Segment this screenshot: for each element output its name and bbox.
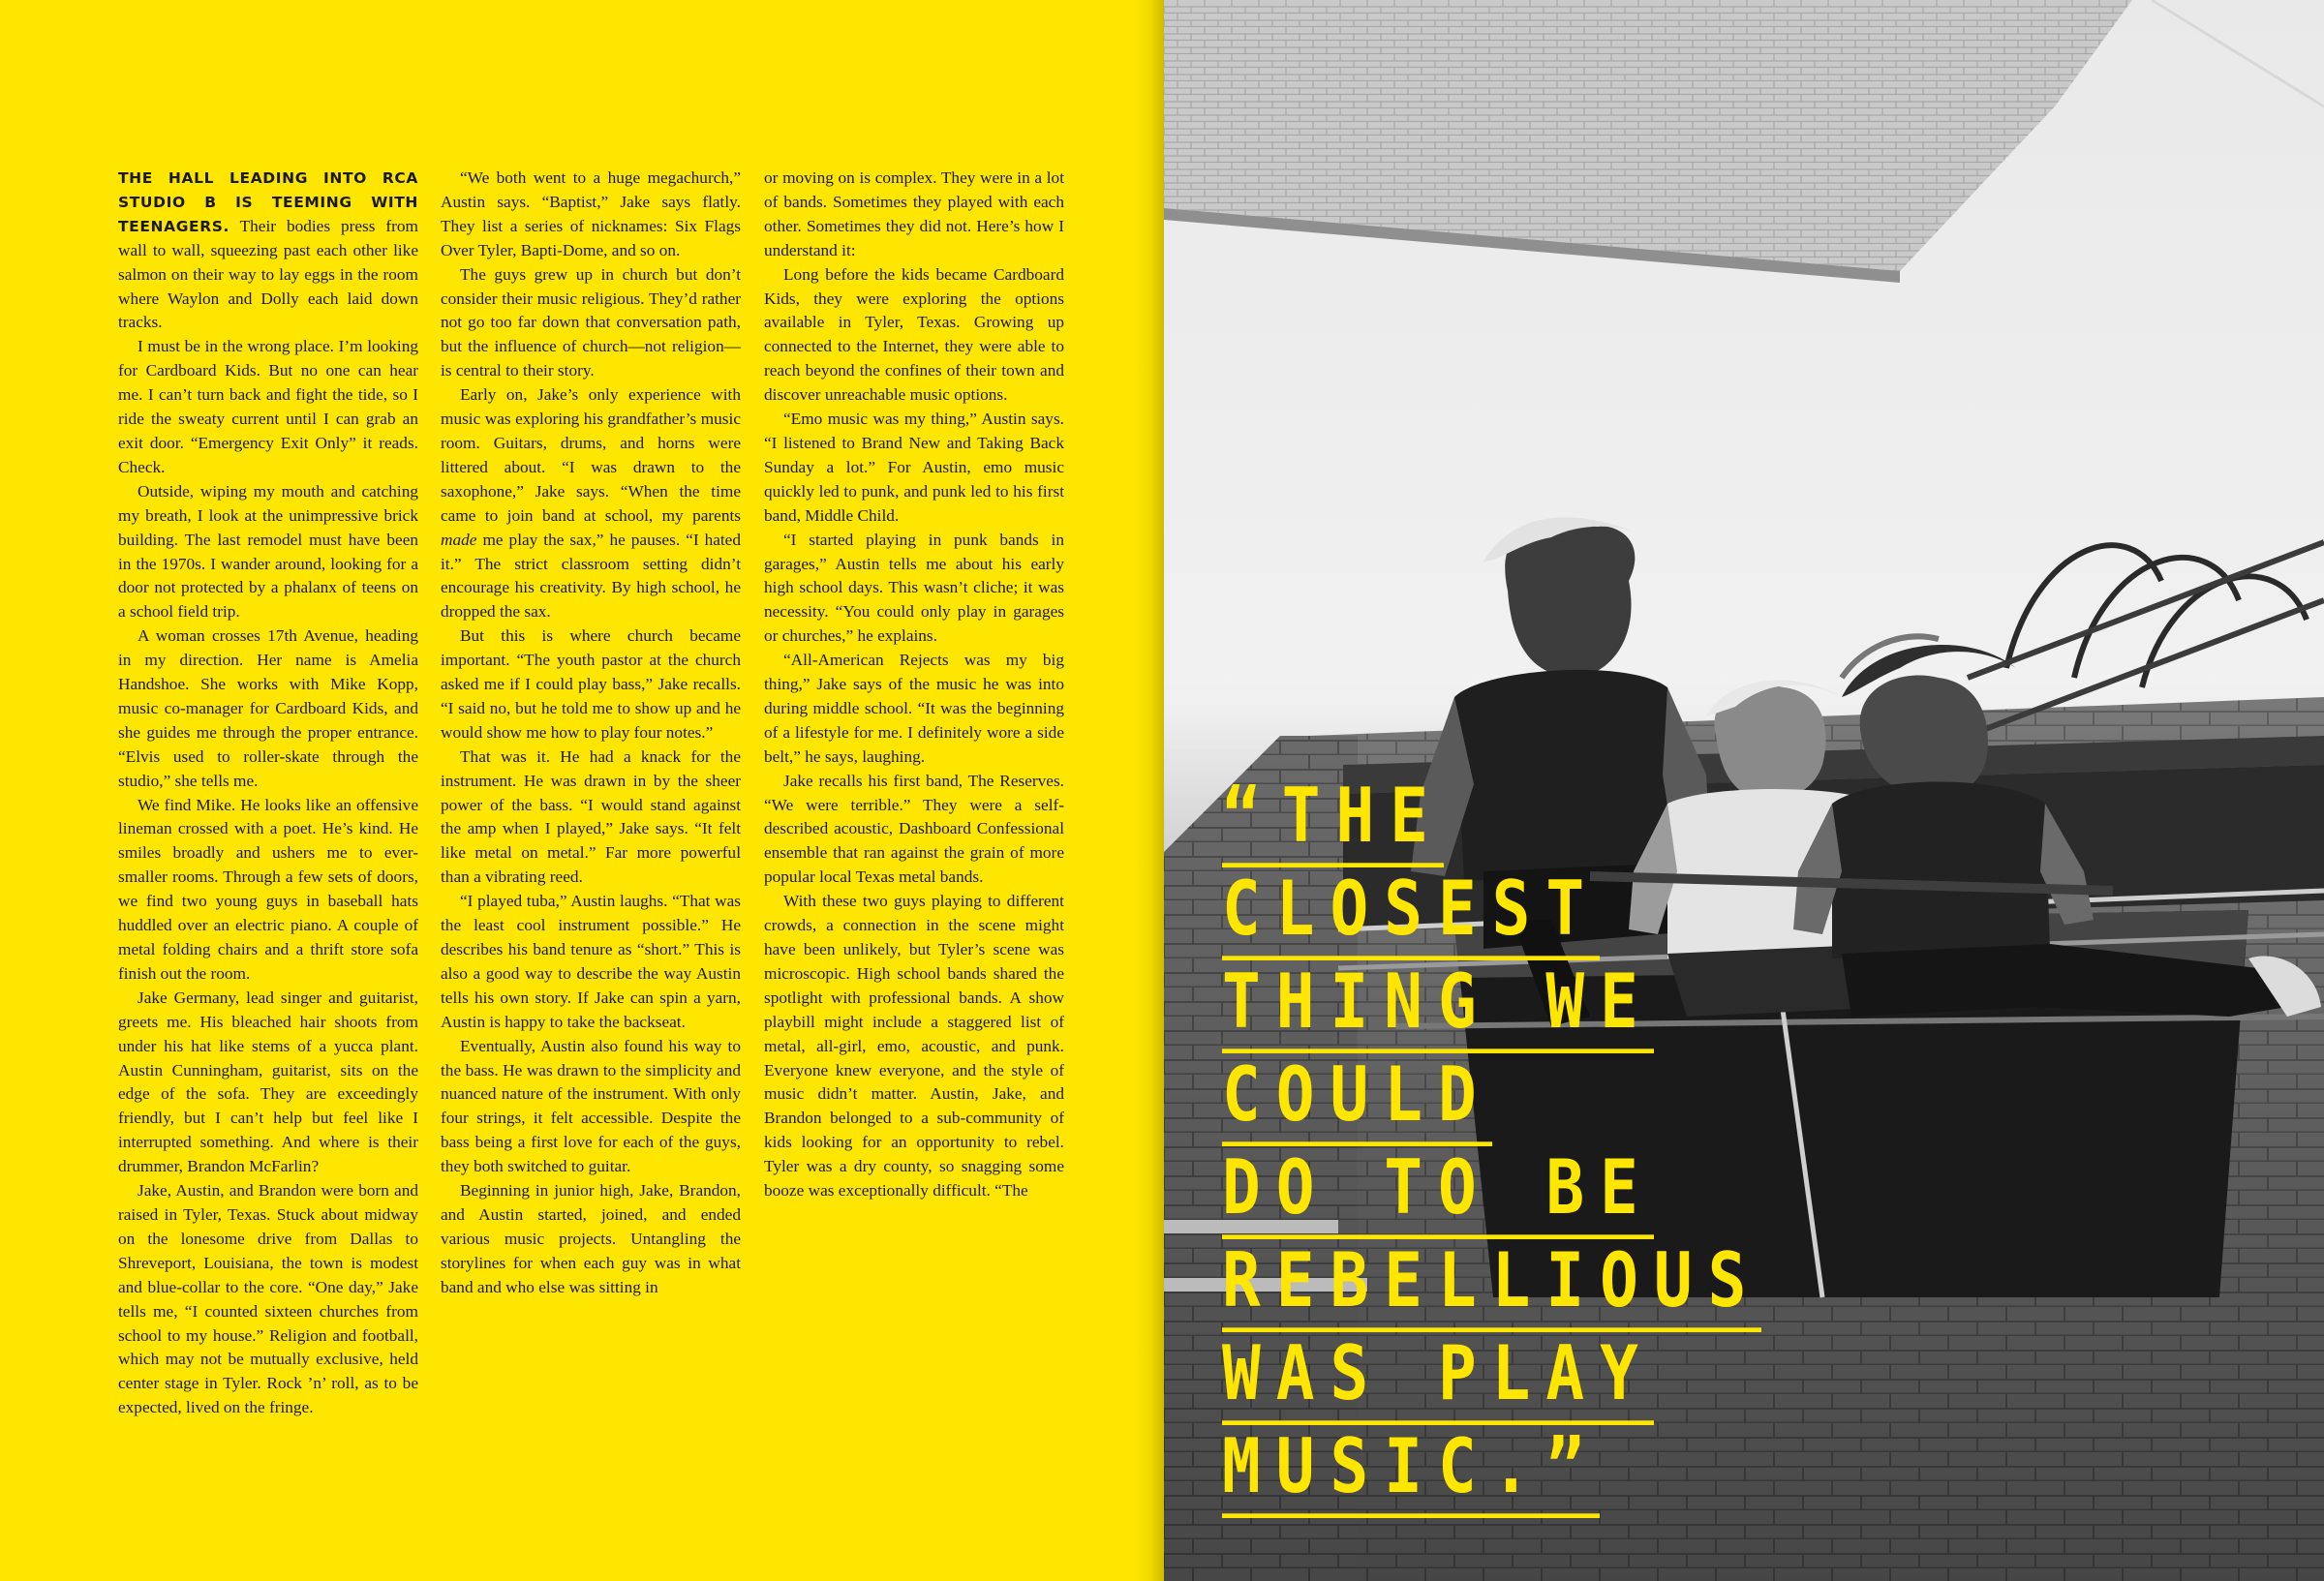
paragraph: THE HALL LEADING INTO RCA STUDIO B IS TEEMING WITH TEENAGERS. Their bodies press from wall to wall, squeezing past each other like salmon on their way to lay eggs in the room where Waylon and Dolly each laid down tracks.	[118, 169, 418, 332]
paragraph: The guys grew up in church but don’t consider their music religious. They’d rather not go too far down that conversation path, but the influence of church—not religion—is central to their story.	[441, 264, 741, 380]
page-spine-shadow	[1133, 0, 1164, 1581]
paragraph: But this is where church became important. “The youth pastor at the church asked me if I could play bass,” Jake recalls. “I said no, but he told me to show up and he would show me how to play four notes.”	[441, 626, 741, 742]
paragraph: Beginning in junior high, Jake, Brandon, and Austin started, joined, and ended various music projects. Untangling the storylines for when each guy was in what band and who else was sitting in	[441, 1181, 741, 1296]
pull-quote-line-7: WAS PLAY	[1222, 1327, 1654, 1425]
paragraph: “I played tuba,” Austin laughs. “That was the least cool instrument possible.” He describes his band tenure as “short.” This is also a good way to describe the way Austin tells his own story. If Jake can spin a yarn, Austin is happy to take the backseat.	[441, 892, 741, 1031]
paragraph: “We both went to a huge megachurch,” Austin says. “Baptist,” Jake says flatly. They list a series of nicknames: Six Flags Over Tyler, Bapti-Dome, and so on.	[441, 168, 741, 259]
pull-quote-line-3: THING WE	[1222, 956, 1654, 1053]
paragraph: With these two guys playing to different crowds, a connection in the scene might have been unlikely, but Tyler’s scene was microscopic. High school bands shared the spotlight with professional bands. A show playbill might include a staggered list of metal, all-girl, emo, acoustic, and punk. Everyone knew everyone, and the style of music didn’t matter. Austin, Jake, and Brandon belonged to a sub-community of kids looking for an opportunity to rebel. Tyler was a dry county, so snagging some booze was exceptionally difficult. “The	[764, 892, 1064, 1201]
paragraph: Jake, Austin, and Brandon were born and raised in Tyler, Texas. Stuck about midway on the lonesome drive from Dallas to Shreveport, Louisiana, the town is modest and blue-collar to the core. “One day,” Jake tells me, “I counted sixteen churches from school to my house.” Religion and football, which may not be mutually exclusive, held center stage in Tyler. Rock ’n’ roll, as to be expected, lived on the fringe.	[118, 1181, 418, 1417]
emphasis: made	[441, 530, 477, 549]
paragraph: Jake recalls his first band, The Reserves. “We were terrible.” They were a self-described acoustic, Dashboard Confessional ensemble that ran against the grain of more popular local Texas metal bands.	[764, 771, 1064, 887]
paragraph: Outside, wiping my mouth and catching my breath, I look at the unimpressive brick building. The last remodel must have been in the 1970s. I wander around, looking for a door not protected by a phalanx of teens on a school field trip.	[118, 481, 418, 622]
paragraph: Jake Germany, lead singer and guitarist, greets me. His bleached hair shoots from under his hat like stems of a yucca plant. Austin Cunningham, guitarist, sits on the edge of the sofa. They are exceedingly friendly, but I can’t help but feel like I interrupted something. And where is their drummer, Brandon McFarlin?	[118, 988, 418, 1176]
paragraph: Eventually, Austin also found his way to the bass. He was drawn to the simplicity and nuanced nature of the instrument. With only four strings, it felt accessible. Despite the bass being a first love for each of the guys, they both switched to guitar.	[441, 1036, 741, 1176]
lead-in: THE HALL LEADING INTO RCA STUDIO B IS TEEMING WITH TEENAGERS.	[118, 169, 418, 235]
pull-quote-line-5: DO TO BE	[1222, 1141, 1654, 1239]
text-column-1	[118, 167, 418, 1420]
text-column-3	[764, 167, 1064, 1203]
paragraph: I must be in the wrong place. I’m looking for Cardboard Kids. But no one can hear me. I can’t turn back and fight the tide, so I ride the sweaty current until I can grab an exit door. “Emergency Exit Only” it reads. Check.	[118, 337, 418, 476]
paragraph: Long before the kids became Cardboard Kids, they were exploring the options available in Tyler, Texas. Growing up connected to the Internet, they were able to reach beyond the confines of their town and discover unreachable music options.	[764, 264, 1064, 405]
paragraph: Early on, Jake’s only experience with music was exploring his grandfather’s music room. Guitars, drums, and horns were littered about. “I was drawn to the saxophone,” Jake says. “When the time came to join band at school, my parents made me play the sax,” he pauses. “I hated it.” The strict classroom setting didn’t encourage his creativity. By high school, he dropped the sax.	[441, 385, 741, 622]
paragraph: “I started playing in punk bands in garages,” Austin tells me about his early high school days. This wasn’t cliche; it was necessity. “You could only play in garages or churches,” he explains.	[764, 530, 1064, 646]
paragraph: “Emo music was my thing,” Austin says. “I listened to Brand New and Taking Back Sunday a lot.” For Austin, emo music quickly led to punk, and punk led to his first band, Middle Child.	[764, 410, 1064, 525]
paragraph: We find Mike. He looks like an offensive lineman crossed with a poet. He’s kind. He smiles broadly and ushers me to ever-smaller rooms. Through a few sets of doors, we find two young guys in baseball hats huddled over an electric piano. A couple of metal folding chairs and a thrift store sofa finish out the room.	[118, 795, 418, 983]
text-column-2	[441, 167, 741, 1300]
pull-quote	[1222, 771, 1822, 1528]
pull-quote-line-2: CLOSEST	[1222, 863, 1600, 960]
pull-quote-line-1: “THE	[1222, 770, 1444, 867]
pull-quote-line-8: MUSIC.”	[1222, 1420, 1600, 1518]
paragraph: A woman crosses 17th Avenue, heading in my direction. Her name is Amelia Handshoe. She works with Mike Kopp, music co-manager for Cardboard Kids, and she guides me through the proper entrance. “Elvis used to roller-skate through the studio,” she tells me.	[118, 626, 418, 790]
open-quote-mark: “	[1222, 771, 1276, 860]
paragraph: “All-American Rejects was my big thing,” Jake says of the music he was into during middle school. “It was the beginning of a lifestyle for me. I definitely wore a side belt,” he says, laughing.	[764, 651, 1064, 766]
paragraph: or moving on is complex. They were in a lot of bands. Sometimes they played with each other. Sometimes they did not. Here’s how I understand it:	[764, 168, 1064, 259]
pull-quote-line-4: COULD	[1222, 1049, 1492, 1146]
paragraph: That was it. He had a knack for the instrument. He was drawn in by the sheer power of the bass. “I would stand against the amp when I played,” Jake says. “It felt like metal on metal.” Far more powerful than a vibrating reed.	[441, 746, 741, 887]
pull-quote-line-6: REBELLIOUS	[1222, 1234, 1761, 1332]
